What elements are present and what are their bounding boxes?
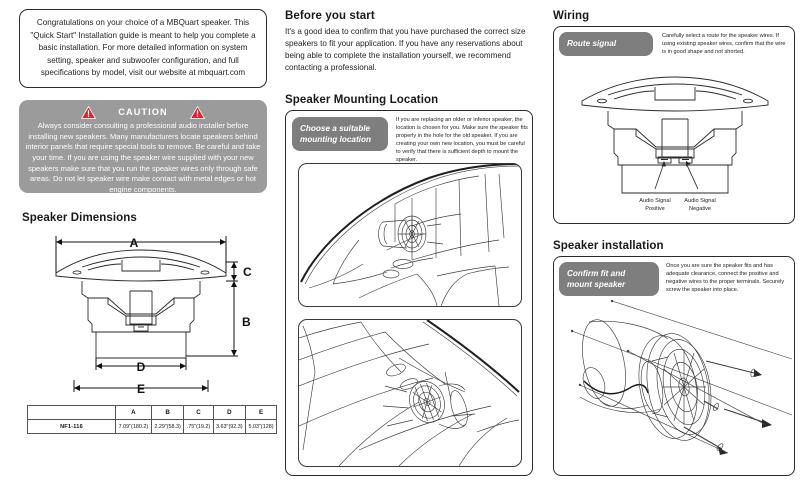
- cell-a: 7.09"(180.2): [116, 420, 152, 434]
- cell-e: 5.03"(128): [246, 420, 277, 434]
- mounting-note-text: If you are replacing an older or inferior speaker, the location is chosen for you. Make sure the speaker fits properly in the hole for the old speaker. If you are creating your own new location, you must be careful to verify that there is sufficient depth to mount the speaker.: [396, 117, 528, 163]
- intro-box: [19, 9, 267, 88]
- speaker-dimensions-diagram: [26, 228, 276, 396]
- before-you-start-title: Before you start: [285, 10, 375, 22]
- dim-label-e: E: [136, 382, 146, 396]
- wiring-title: Wiring: [553, 10, 590, 22]
- caution-header: [25, 105, 261, 119]
- speaker-mounting-exploded-diagram: [556, 297, 794, 475]
- table-header-e: E: [246, 406, 277, 420]
- speaker-mounting-location-title: Speaker Mounting Location: [285, 94, 439, 106]
- installation-note-text: Once you are sure the speaker fits and has adequate clearance, connect the positive and negative wires to the proper terminals. Securely screw the speaker into place.: [666, 263, 785, 294]
- table-header-row: [28, 406, 277, 420]
- speaker-installation-title: Speaker installation: [553, 240, 664, 252]
- cell-c: .75"(19.2): [184, 420, 213, 434]
- wiring-callout-tab: Route signal: [559, 32, 653, 56]
- table-row: [28, 420, 277, 434]
- car-interior-illustration-front: [298, 163, 522, 307]
- terminal-positive-label-line1: Audio Signal: [639, 198, 671, 204]
- middle-column: [283, 0, 535, 487]
- dim-label-a: A: [129, 236, 139, 250]
- before-you-start-text: It's a good idea to confirm that you have purchased the correct size speakers to fit your application. If you have any reservations about being able to complete the installation yourself, we recommend contacting a professional.: [285, 27, 526, 72]
- table-header-b: B: [151, 406, 184, 420]
- cell-d: 3.63"(92.3): [213, 420, 246, 434]
- caution-heading: CAUTION: [118, 107, 168, 117]
- terminal-negative-label-line2: Negative: [688, 206, 712, 212]
- wiring-terminal-diagram: [558, 61, 792, 221]
- table-header-a: A: [116, 406, 152, 420]
- installation-callout-tab: Confirm fit and mount speaker: [559, 262, 659, 296]
- cell-model: NF1-116: [28, 420, 116, 434]
- mounting-panel: [285, 110, 533, 476]
- speaker-dimensions-table: [27, 405, 277, 434]
- warning-triangle-icon-right: [190, 106, 205, 119]
- warning-triangle-icon-left: [81, 106, 96, 119]
- right-column: [551, 0, 797, 487]
- table-header-d: D: [213, 406, 246, 420]
- dim-label-b: B: [242, 315, 251, 329]
- left-column: [8, 0, 274, 487]
- table-header-blank: [28, 406, 116, 420]
- mounting-callout-tab: Choose a suitable mounting location: [292, 117, 388, 151]
- wiring-note-text: Carefully select a route for the speaker wires. If using existing speaker wires, confirm that the wire is in good shape and not shorted.: [662, 33, 786, 56]
- car-interior-illustration-rear-deck: [298, 319, 522, 467]
- terminal-negative-label-line1: Audio Signal: [684, 198, 716, 204]
- caution-box: [19, 100, 267, 193]
- installation-panel: [553, 256, 795, 476]
- cell-b: 2.29"(58.3): [151, 420, 184, 434]
- dim-label-c: C: [243, 265, 252, 279]
- dim-label-d: D: [136, 360, 146, 374]
- table-header-c: C: [184, 406, 213, 420]
- caution-text: Always consider consulting a professional audio installer before installing new speakers. Many manufacturers locate speakers behind interior panels that require special tools to remove. Be careful and take your time. If you are using the speaker wire supplied with your new speakers make sure that you run the speaker wires only through safe areas. Do not let speaker wire make contact with metal edges or hot engine components.: [25, 121, 261, 194]
- intro-text: Congratulations on your choice of a MBQuart speaker. This "Quick Start" Installation guide is meant to help you complete a basic installation. For more detailed information on system setting, speaker and subwoofer configuration, and full specifications by model, visit our website at mbquart.com: [30, 18, 256, 78]
- terminal-positive-label-line2: Positive: [645, 206, 665, 212]
- wiring-panel: [553, 26, 795, 224]
- speaker-dimensions-title: Speaker Dimensions: [22, 212, 137, 224]
